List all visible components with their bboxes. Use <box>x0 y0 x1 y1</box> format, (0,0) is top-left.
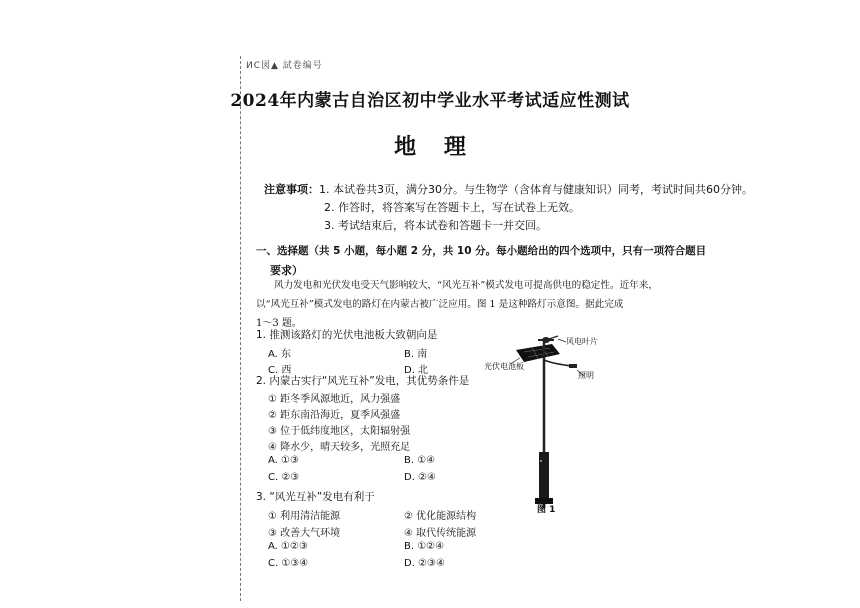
intro-line-3: 1～3 题。 <box>256 318 302 329</box>
intro-paragraph <box>256 276 658 333</box>
question-1-option-d: D. 北 <box>404 365 429 376</box>
label-light: 照明 <box>578 371 594 380</box>
notice-row-2 <box>264 199 644 217</box>
question-2-option-a: A. ①③ <box>268 455 299 466</box>
question-2-item: ① 距冬季风源地近，风力强盛 <box>268 394 401 405</box>
exam-title: 2024年内蒙古自治区初中学业水平考试适应性测试 <box>230 91 630 111</box>
notice-item: 1. 本试卷共3页，满分30分。与生物学（含体育与健康知识）同考，考试时间共60分钟。 <box>319 183 753 196</box>
section-heading <box>256 241 707 281</box>
notice-row-1 <box>264 181 753 199</box>
question-1-option-c: C. 西 <box>268 365 292 376</box>
figure-caption: 图 1 <box>537 505 556 515</box>
label-wind-blade: 风电叶片 <box>566 337 598 346</box>
section-heading-line1: 一、选择题（共 5 小题，每小题 2 分，共 10 分。每小题给出的四个选项中，只有一项符合题目 <box>256 245 707 257</box>
notice-label: 注意事项： <box>264 183 319 196</box>
question-1-stem: 1. 推测该路灯的光伏电池板大致朝向是 <box>256 329 438 341</box>
question-2-item: ④ 降水少，晴天较多，光照充足 <box>268 442 411 453</box>
street-lamp-figure <box>480 330 620 530</box>
notice-row-3 <box>264 217 644 235</box>
intro-line-1: 风力发电和光伏发电受天气影响较大，“风光互补”模式发电可提高供电的稳定性。近年来， <box>274 280 658 291</box>
question-1-option-a: A. 东 <box>268 349 292 360</box>
question-3-option-d: D. ②③④ <box>404 558 445 569</box>
question-3-stem: 3. “风光互补”发电有利于 <box>256 491 375 503</box>
label-solar-panel: 光伏电池板 <box>484 362 524 371</box>
question-2-option-c: C. ②③ <box>268 472 300 483</box>
question-2-option-d: D. ②④ <box>404 472 436 483</box>
corner-mark: ИС図▲ 試卷编号 <box>246 61 323 71</box>
question-3-item: ④ 取代传统能源 <box>404 528 477 539</box>
wind-blade-icon <box>538 336 566 343</box>
question-3-item: ① 利用清洁能源 <box>268 511 341 522</box>
lamp-pole <box>544 342 584 508</box>
notice-item: 2. 作答时，将答案写在答题卡上，写在试卷上无效。 <box>324 201 580 214</box>
question-3-option-b: B. ①②④ <box>404 541 445 552</box>
question-3-option-a: A. ①②③ <box>268 541 308 552</box>
notice-item: 3. 考试结束后，将本试卷和答题卡一并交回。 <box>324 219 547 232</box>
question-3-item: ③ 改善大气环境 <box>268 528 341 539</box>
question-2-stem: 2. 内蒙古实行“风光互补”发电，其优势条件是 <box>256 375 470 387</box>
lamp-base <box>535 452 553 504</box>
question-3-option-c: C. ①③④ <box>268 558 309 569</box>
question-3-item: ② 优化能源结构 <box>404 511 477 522</box>
section-heading-line2: 要求） <box>270 264 303 277</box>
question-2-option-b: B. ①④ <box>404 455 436 466</box>
intro-line-2: 以“风光互补”模式发电的路灯在内蒙古被广泛应用。图 1 是这种路灯示意图。据此完成 <box>256 299 624 310</box>
subject-title: 地 理 <box>394 134 466 160</box>
question-2-item: ② 距东南沿海近，夏季风强盛 <box>268 410 401 421</box>
question-2-item: ③ 位于低纬度地区，太阳辐射强 <box>268 426 411 437</box>
question-1-option-b: B. 南 <box>404 349 428 360</box>
notice-block <box>264 181 753 235</box>
